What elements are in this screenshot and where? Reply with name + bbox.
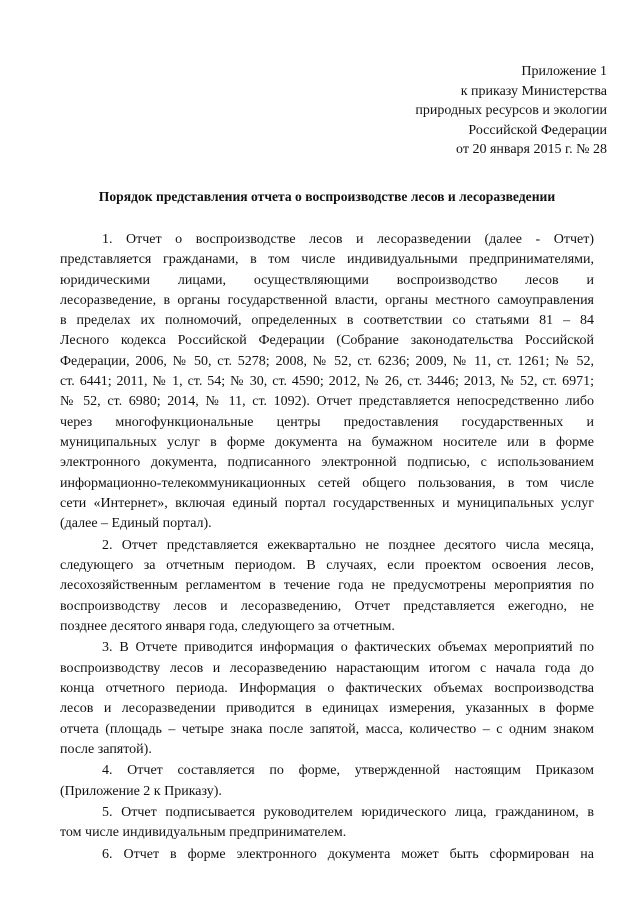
paragraph-line: (Приложение 2 к Приказу). <box>60 783 222 799</box>
appendix-line: от 20 января 2015 г. № 28 <box>456 142 607 158</box>
paragraph-line: воспроизводству лесов и лесоразведению нарастающим итогом с начала года до <box>60 660 594 676</box>
document-body <box>60 230 594 865</box>
paragraph-line: отчета (площадь – четыре знака после запятой, масса, количество – с одним знаком <box>60 721 594 737</box>
paragraph-line: муниципальных услуг в форме документа на бумажном носителе или в форме <box>60 434 594 450</box>
paragraph-line: Лесного кодекса Российской Федерации (Собрание законодательства Российской <box>60 333 594 349</box>
paragraph-4 <box>60 761 594 802</box>
paragraph-line: конца отчетного периода. Информация о фактических объемах воспроизводства <box>60 680 594 696</box>
paragraph-line: в пределах их полномочий, определенных в соответствии со статьями 81 – 84 <box>60 313 594 329</box>
paragraph-line: юридическими лицами, осуществляющими воспроизводство лесов и <box>60 272 594 288</box>
paragraph-line: лесохозяйственным регламентом в течение года не предусмотрены мероприятия по <box>60 578 594 594</box>
paragraph-line: через многофункциональные центры предоставления государственных и <box>60 414 594 430</box>
paragraph-5 <box>60 803 594 844</box>
paragraph-line: 4. Отчет составляется по форме, утвержденной настоящим Приказом <box>102 763 594 779</box>
paragraph-line: Федерации, 2006, № 50, ст. 5278; 2008, № 52, ст. 6236; 2009, № 11, ст. 1261; № 52, <box>60 353 594 369</box>
paragraph-line: 1. Отчет о воспроизводстве лесов и лесоразведении (далее - Отчет) <box>102 232 594 247</box>
paragraph-line: лесоразведение, в органы государственной власти, органы местного самоуправления <box>60 292 594 308</box>
paragraph-line: сети «Интернет», включая единый портал государственных и муниципальных услуг <box>60 495 594 511</box>
paragraph-line: лесов и лесоразведении приводится в единицах измерения, указанных в форме <box>60 701 594 717</box>
paragraph-line: воспроизводству лесов и лесоразведению, Отчет представляется ежегодно, не <box>60 598 594 614</box>
paragraph-line: позднее десятого января года, следующего за отчетным. <box>60 618 395 634</box>
paragraph-1 <box>60 230 594 534</box>
paragraph-line: информационно-телекоммуникационных сетей общего пользования, в том числе <box>60 475 594 491</box>
document-title: Порядок представления отчета о воспроизводстве лесов и лесоразведении <box>98 189 556 204</box>
paragraph-line: том числе индивидуальным предпринимателем. <box>60 825 347 841</box>
paragraph-line: 5. Отчет подписывается руководителем юридического лица, гражданином, в <box>102 805 594 821</box>
paragraph-line: 6. Отчет в форме электронного документа может быть сформирован на <box>102 846 594 862</box>
paragraph-line: после запятой). <box>60 741 152 757</box>
paragraph-line: электронного документа, подписанного электронной подписью, с использованием <box>60 455 594 471</box>
appendix-header <box>415 62 607 160</box>
paragraph-3 <box>60 638 594 760</box>
paragraph-2 <box>60 536 594 637</box>
appendix-line: Российской Федерации <box>468 122 607 138</box>
paragraph-6 <box>60 845 594 865</box>
paragraph-line: следующего за отчетным периодом. В случаях, если проектом освоения лесов, <box>60 557 594 573</box>
paragraph-line: представляется гражданами, в том числе индивидуальными предпринимателями, <box>60 252 594 268</box>
appendix-line: природных ресурсов и экологии <box>415 103 607 119</box>
paragraph-line: (далее – Единый портал). <box>60 516 212 532</box>
paragraph-line: ст. 6441; 2011, № 1, ст. 54; № 30, ст. 4590; 2012, № 26, ст. 3446; 2013, № 52, ст. 6971; <box>60 374 594 390</box>
paragraph-line: 2. Отчет представляется ежеквартально не позднее десятого числа месяца, <box>102 537 594 553</box>
paragraph-line: 3. В Отчете приводится информация о фактических объемах мероприятий по <box>102 640 594 656</box>
paragraph-line: № 52, ст. 6980; 2014, № 11, ст. 1092). Отчет представляется непосредственно либо <box>60 394 594 410</box>
appendix-line: Приложение 1 <box>521 64 607 79</box>
appendix-line: к приказу Министерства <box>460 83 607 99</box>
